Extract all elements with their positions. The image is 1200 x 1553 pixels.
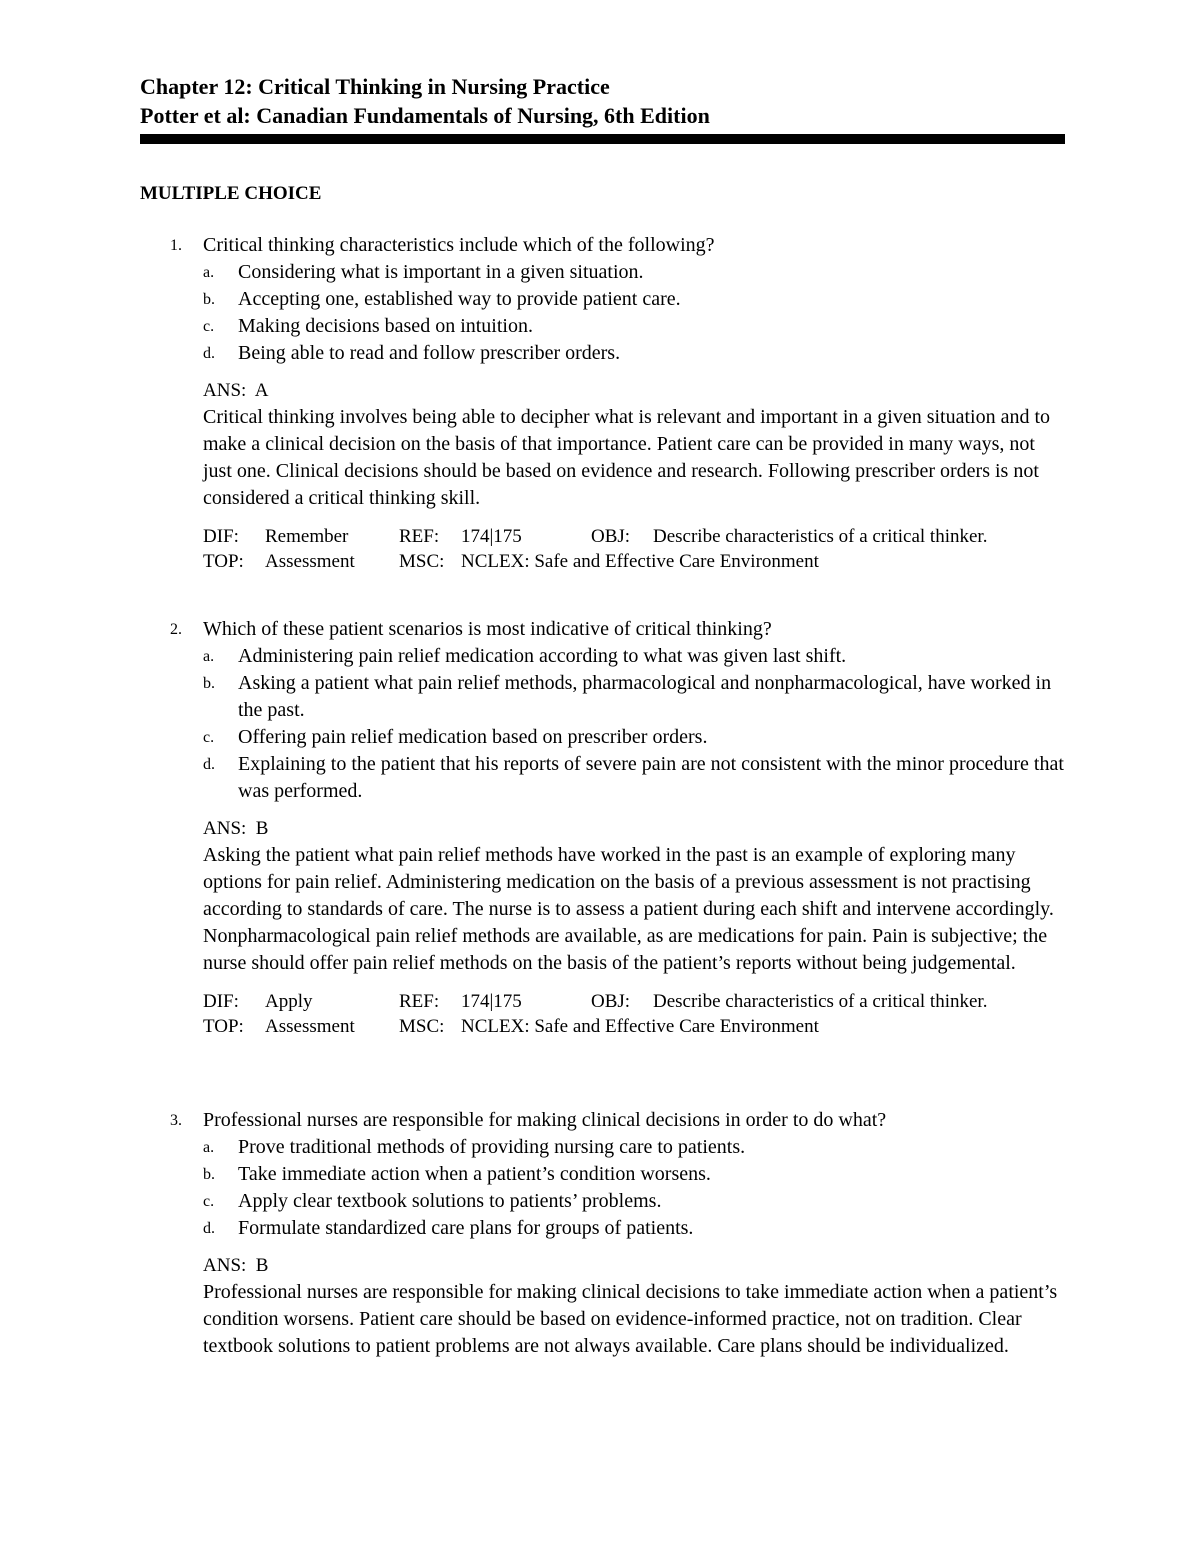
question-stem [140,232,1065,259]
question-text: Which of these patient scenarios is most indicative of critical thinking? [203,618,772,640]
option-letter: a. [203,648,215,665]
options-list [140,1134,1065,1242]
document-header [140,72,1065,144]
question-metadata [203,989,987,1039]
dif-value: Remember [265,526,349,547]
ref-value: 174|175 [461,526,522,547]
dif-label: DIF: [203,991,239,1012]
option-text: Accepting one, established way to provide patient care. [238,288,681,310]
answer-line [140,377,1065,404]
question-text: Professional nurses are responsible for making clinical decisions in order to do what? [203,1109,887,1131]
obj-value: Describe characteristics of a critical thinker. [653,991,988,1012]
msc-label: MSC: [399,551,445,572]
question-text: Critical thinking characteristics include which of the following? [203,234,715,256]
option-text: Take immediate action when a patient’s condition worsens. [238,1163,711,1185]
option-b [140,286,1065,313]
option-c [140,313,1065,340]
option-letter: a. [203,264,215,281]
option-a [140,643,1065,670]
obj-label: OBJ: [591,526,631,547]
ref-label: REF: [399,991,440,1012]
dif-value: Apply [265,991,313,1012]
question-1 [140,232,1065,574]
option-text: Offering pain relief medication based on prescriber orders. [238,726,708,748]
book-title: Potter et al: Canadian Fundamentals of Nursing, 6th Edition [140,103,710,128]
option-text: Administering pain relief medication according to what was given last shift. [238,645,847,667]
options-list [140,643,1065,805]
option-letter: d. [203,756,215,773]
option-text: Prove traditional methods of providing nursing care to patients. [238,1136,746,1158]
option-b [140,1161,1065,1188]
msc-value: NCLEX: Safe and Effective Care Environment [461,1016,819,1037]
rationale: Critical thinking involves being able to decipher what is relevant and important in a given situation and to make a clinical decision on the basis of that importance. Patient care can be provided in many ways, not just one. Clinical decisions should be based on evidence and research. Following prescriber orders is not considered a critical thinking skill. [203,406,1051,509]
option-letter: a. [203,1139,215,1156]
option-letter: d. [203,1220,215,1237]
obj-label: OBJ: [591,991,631,1012]
option-d [140,751,1065,805]
section-title: MULTIPLE CHOICE [140,183,322,204]
option-text: Formulate standardized care plans for groups of patients. [238,1217,694,1239]
option-c [140,1188,1065,1215]
option-letter: b. [203,1166,215,1183]
option-a [140,1134,1065,1161]
option-text: Explaining to the patient that his reports of severe pain are not consistent with the minor procedure that was performed. [238,753,1064,802]
question-number: 3. [170,1112,182,1129]
option-d [140,340,1065,367]
answer-value: B [255,1255,269,1276]
answer-line [140,815,1065,842]
option-text: Considering what is important in a given situation. [238,261,644,283]
question-stem [140,1107,1065,1134]
question-number: 1. [170,237,182,254]
answer-value: B [255,818,269,839]
answer-line [140,1252,1065,1279]
option-text: Asking a patient what pain relief methods, pharmacological and nonpharmacological, have worked in the past. [238,672,1052,721]
answer-label: ANS: [203,380,247,401]
rationale: Asking the patient what pain relief methods have worked in the past is an example of exploring many options for pain relief. Administering medication on the basis of a previous assessment is not practising according to standards of care. The nurse is to assess a patient during each shift and intervene accordingly. Nonpharmacological pain relief methods are available, as are medications for pain. Pain is subjective; the nurse should offer pain relief methods on the basis of the patient’s reports without being judgemental. [203,844,1054,974]
option-b [140,670,1065,724]
option-letter: b. [203,675,215,692]
dif-label: DIF: [203,526,239,547]
option-letter: d. [203,345,215,362]
msc-value: NCLEX: Safe and Effective Care Environment [461,551,819,572]
top-value: Assessment [265,551,355,572]
option-a [140,259,1065,286]
option-letter: c. [203,1193,215,1210]
msc-label: MSC: [399,1016,445,1037]
header-rule [140,134,1065,144]
question-stem [140,616,1065,643]
option-text: Making decisions based on intuition. [238,315,533,337]
answer-label: ANS: [203,818,247,839]
question-metadata [203,524,987,574]
option-d [140,1215,1065,1242]
answer-value: A [254,380,269,401]
rationale: Professional nurses are responsible for making clinical decisions to take immediate action when a patient’s condition worsens. Patient care should be based on evidence-informed practice, not on tradition. Clear textbook solutions to patient problems are not always available. Care plans should be individualized. [203,1281,1058,1357]
chapter-title: Chapter 12: Critical Thinking in Nursing Practice [140,74,610,99]
ref-value: 174|175 [461,991,522,1012]
option-letter: c. [203,318,215,335]
question-3 [140,1107,1065,1360]
top-value: Assessment [265,1016,355,1037]
top-label: TOP: [203,1016,244,1037]
option-text: Apply clear textbook solutions to patients’ problems. [238,1190,662,1212]
option-letter: c. [203,729,215,746]
option-text: Being able to read and follow prescriber orders. [238,342,621,364]
answer-label: ANS: [203,1255,247,1276]
question-number: 2. [170,621,182,638]
obj-value: Describe characteristics of a critical thinker. [653,526,988,547]
option-letter: b. [203,291,215,308]
ref-label: REF: [399,526,440,547]
option-c [140,724,1065,751]
question-2 [140,616,1065,1039]
top-label: TOP: [203,551,244,572]
options-list [140,259,1065,367]
